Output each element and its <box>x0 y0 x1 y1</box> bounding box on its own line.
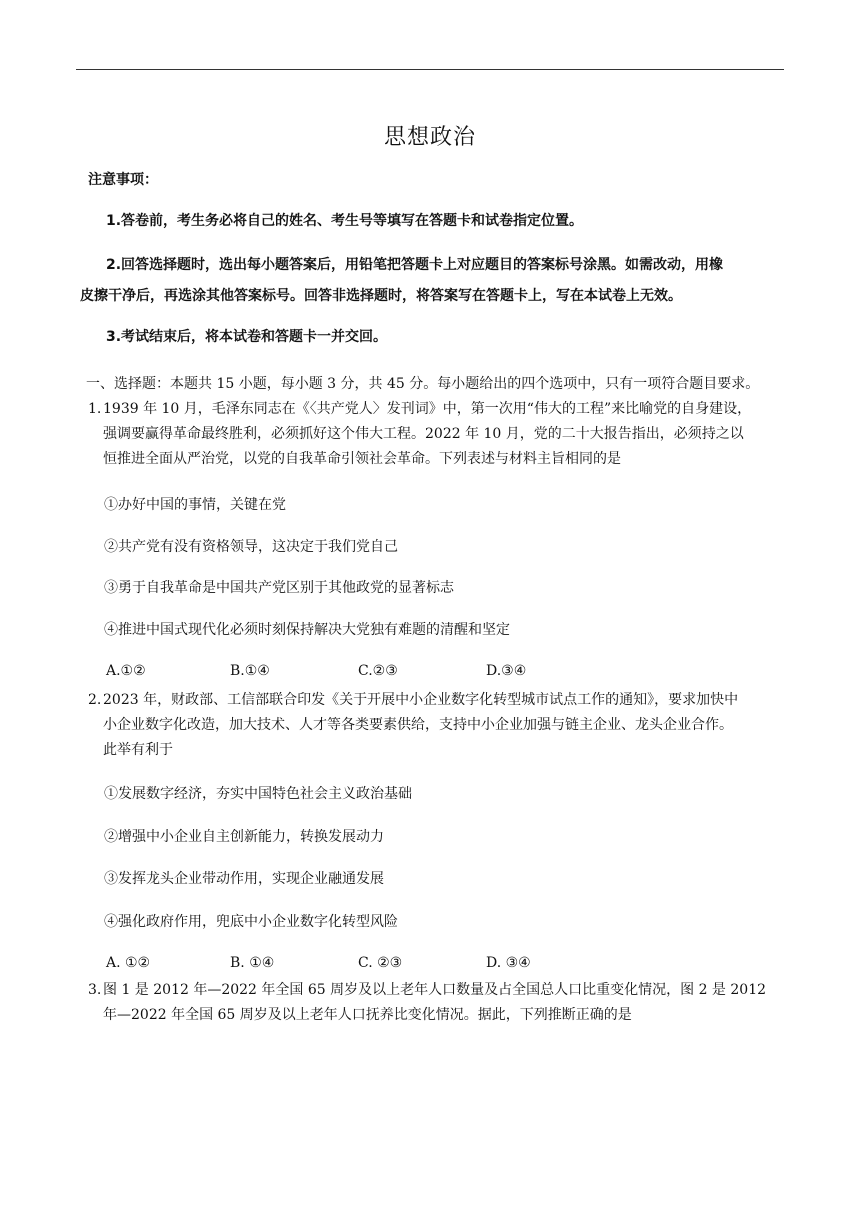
choice-b: B. ①④ <box>230 955 275 971</box>
option-1-1: ①办好中国的事情，关键在党 <box>104 497 286 513</box>
choice-c: C. ②③ <box>358 955 403 971</box>
question-stem-line: 2023 年，财政部、工信部联合印发《关于开展中小企业数字化转型城市试点工作的通知》，要求加快中 <box>103 692 739 708</box>
notice-item-3 <box>80 322 780 353</box>
question-stem-line: 1939 年 10 月，毛泽东同志在《〈共产党人〉发刊词》中，第一次用“伟大的工程”来比喻党的自身建设， <box>103 401 752 417</box>
option-1-2: ②共产党有没有资格领导，这决定于我们党自己 <box>104 539 398 555</box>
choice-a: A. ①② <box>106 955 151 971</box>
notice-line: 2.回答选择题时，选出每小题答案后，用铅笔把答题卡上对应题目的答案标号涂黑。如需改动，用橡 <box>106 257 724 273</box>
option-2-1: ①发展数字经济，夯实中国特色社会主义政治基础 <box>104 786 412 802</box>
choice-a: A.①② <box>106 663 146 679</box>
question-stem-line: 此举有利于 <box>103 742 173 758</box>
notice-item-1 <box>80 206 780 237</box>
question-stem-line: 图 1 是 2012 年—2022 年全国 65 周岁及以上老年人口数量及占全国总人口比重变化情况，图 2 是 2012 <box>103 982 767 998</box>
notice-heading: 注意事项： <box>88 172 158 188</box>
question-1 <box>88 397 784 472</box>
notice-line: 1.答卷前，考生务必将自己的姓名、考生号等填写在答题卡和试卷指定位置。 <box>106 213 584 229</box>
notice-line: 3.考试结束后，将本试卷和答题卡一并交回。 <box>106 329 388 345</box>
option-1-4: ④推进中国式现代化必须时刻保持解决大党独有难题的清醒和坚定 <box>104 622 510 638</box>
option-2-3: ③发挥龙头企业带动作用，实现企业融通发展 <box>104 871 384 887</box>
question-3 <box>88 978 784 1028</box>
question-stem-line: 恒推进全面从严治党，以党的自我革命引领社会革命。下列表述与材料主旨相同的是 <box>103 451 621 467</box>
question-stem-line: 年—2022 年全国 65 周岁及以上老年人口抚养比变化情况。据此，下列推断正确的是 <box>103 1007 632 1023</box>
question-stem-line: 强调要赢得革命最终胜利，必须抓好这个伟大工程。2022 年 10 月，党的二十大报告指出，必须持之以 <box>103 426 744 442</box>
header-rule <box>76 69 784 70</box>
choice-d: D. ③④ <box>486 955 531 971</box>
section-title: 一、选择题：本题共 15 小题，每小题 3 分，共 45 分。每小题给出的四个选项中，只有一项符合题目要求。 <box>86 376 760 392</box>
notice-item-2 <box>80 250 780 312</box>
choice-b: B.①④ <box>230 663 270 679</box>
option-1-3: ③勇于自我革命是中国共产党区别于其他政党的显著标志 <box>104 580 454 596</box>
question-number: 1. <box>88 401 102 417</box>
question-number: 2. <box>88 692 102 708</box>
page-title: 思想政治 <box>383 125 476 150</box>
option-2-2: ②增强中小企业自主创新能力，转换发展动力 <box>104 829 384 845</box>
option-2-4: ④强化政府作用，兜底中小企业数字化转型风险 <box>104 914 398 930</box>
notice-line: 皮擦干净后，再选涂其他答案标号。回答非选择题时，将答案写在答题卡上，写在本试卷上无效。 <box>80 288 682 304</box>
choice-d: D.③④ <box>486 663 527 679</box>
question-stem-line: 小企业数字化改造，加大技术、人才等各类要素供给，支持中小企业加强与链主企业、龙头企业合作。 <box>103 717 733 733</box>
choice-c: C.②③ <box>358 663 398 679</box>
question-number: 3. <box>88 982 102 998</box>
question-2 <box>88 688 784 763</box>
